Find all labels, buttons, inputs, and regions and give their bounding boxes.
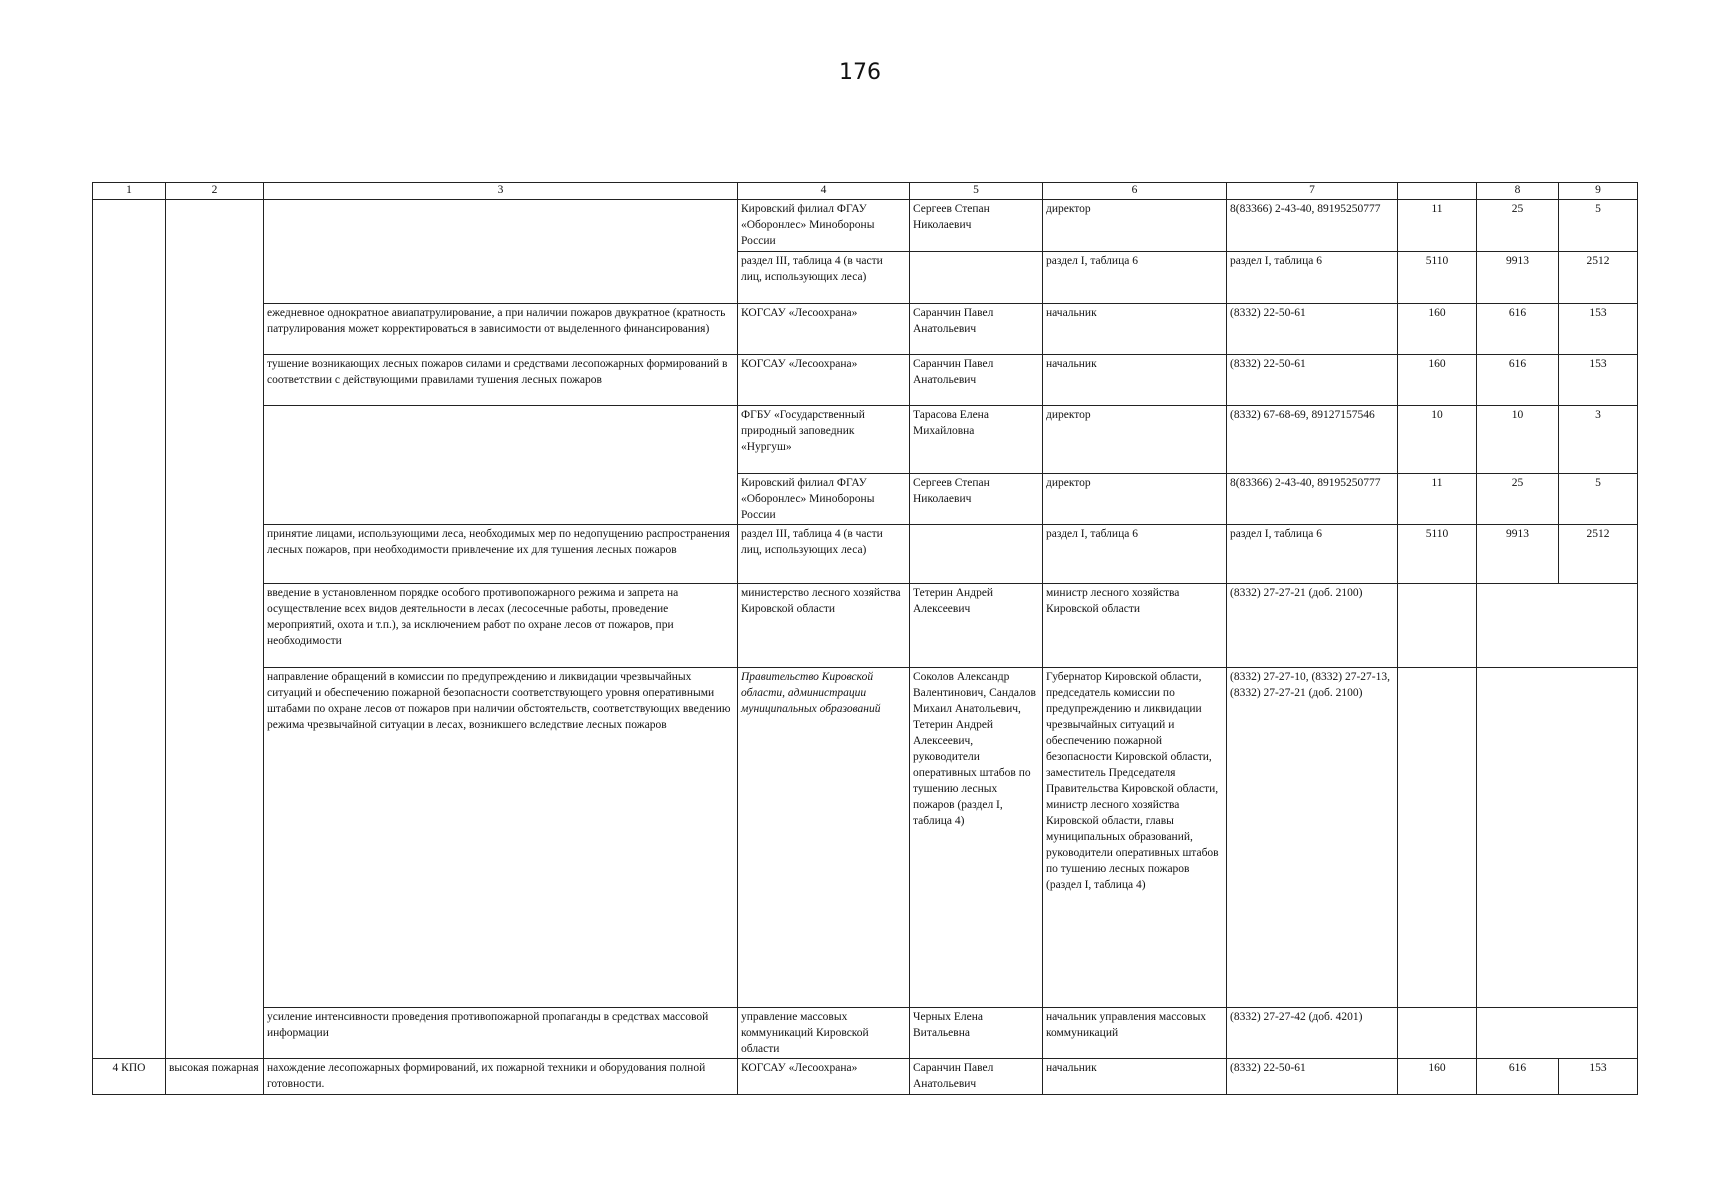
phone-cell: 8(83366) 2-43-40, 89195250777 [1227,474,1398,525]
phone-cell: (8332) 67-68-69, 89127157546 [1227,406,1398,474]
responsible-person-cell: Саранчин Павел Анатольевич [910,355,1043,406]
count-cell-a [1398,668,1477,1008]
position-cell: начальник управления массовых коммуникаций [1043,1008,1227,1059]
count-cell-b: 25 [1477,200,1559,252]
count-cell-b: 10 [1477,406,1559,474]
count-cell-a [1398,584,1477,668]
position-cell: начальник [1043,1059,1227,1095]
count-cell-c: 153 [1559,304,1638,355]
executor-cell: управление массовых коммуникаций Кировской области [738,1008,910,1059]
table-row [93,525,1638,584]
executor-cell: Кировский филиал ФГАУ «Оборонлес» Минобороны России [738,474,910,525]
col-header-2: 2 [166,183,264,200]
responsible-person-cell: Черных Елена Витальевна [910,1008,1043,1059]
col-header-3: 3 [264,183,738,200]
count-cell-a: 5110 [1398,252,1477,304]
col-header-9: 9 [1559,183,1638,200]
phone-cell: раздел I, таблица 6 [1227,525,1398,584]
count-cell-merged [1477,1008,1638,1059]
table-row [93,406,1638,474]
executor-cell: ФГБУ «Государственный природный заповедник «Нургуш» [738,406,910,474]
phone-cell: (8332) 22-50-61 [1227,304,1398,355]
count-cell-a: 5110 [1398,525,1477,584]
col-header-7: 7 [1227,183,1398,200]
count-cell-b: 9913 [1477,525,1559,584]
page-number: 176 [839,60,881,85]
executor-cell: КОГСАУ «Лесоохрана» [738,304,910,355]
count-cell-a [1398,1008,1477,1059]
measure-cell: принятие лицами, использующими леса, необходимых мер по недопущению распространения лесных пожаров, при необходимости привлечение их для тушения лесных пожаров [264,525,738,584]
responsible-person-cell: Сергеев Степан Николаевич [910,200,1043,252]
count-cell-a: 10 [1398,406,1477,474]
responsible-person-cell: Саранчин Павел Анатольевич [910,1059,1043,1095]
count-cell-c: 153 [1559,1059,1638,1095]
col-header-6: 6 [1043,183,1227,200]
measure-cell: усиление интенсивности проведения противопожарной пропаганды в средствах массовой информации [264,1008,738,1059]
count-cell-c: 5 [1559,474,1638,525]
executor-cell: раздел III, таблица 4 (в части лиц, использующих леса) [738,525,910,584]
responsible-person-cell: Саранчин Павел Анатольевич [910,304,1043,355]
count-cell-b: 9913 [1477,252,1559,304]
phone-cell: 8(83366) 2-43-40, 89195250777 [1227,200,1398,252]
col-header-4: 4 [738,183,910,200]
header-row [93,183,1638,200]
executor-cell: министерство лесного хозяйства Кировской области [738,584,910,668]
phone-cell: (8332) 22-50-61 [1227,1059,1398,1095]
hazard-level-cell [166,200,264,1059]
count-cell-c: 2512 [1559,252,1638,304]
table-row [93,584,1638,668]
responsible-person-cell: Тетерин Андрей Алексеевич [910,584,1043,668]
measure-cell: тушение возникающих лесных пожаров силами и средствами лесопожарных формирований в соответствии с действующими правилами тушения лесных пожаров [264,355,738,406]
position-cell: директор [1043,200,1227,252]
count-cell-b: 616 [1477,304,1559,355]
table-row [93,355,1638,406]
count-cell-a: 160 [1398,1059,1477,1095]
position-cell: директор [1043,474,1227,525]
executor-cell: раздел III, таблица 4 (в части лиц, использующих леса) [738,252,910,304]
measure-cell: направление обращений в комиссии по предупреждению и ликвидации чрезвычайных ситуаций и обеспечению пожарной безопасности соответствующего уровня оперативными штабами по охране лесов от пожаров при наличии обстоятельств, соответствующих введению режима чрезвычайной ситуации в лесах, возникшего вследствие лесных пожаров [264,668,738,1008]
col-header-blank [1398,183,1477,200]
measure-cell [264,406,738,525]
zone-class-cell: 4 КПО [93,1059,166,1095]
position-cell: раздел I, таблица 6 [1043,525,1227,584]
measures-table [92,182,1638,1095]
count-cell-c: 153 [1559,355,1638,406]
position-cell: начальник [1043,355,1227,406]
table-row [93,304,1638,355]
count-cell-a: 160 [1398,355,1477,406]
responsible-person-cell [910,252,1043,304]
table-row [93,1008,1638,1059]
count-cell-b: 25 [1477,474,1559,525]
count-cell-merged [1477,668,1638,1008]
table-row [93,1059,1638,1095]
responsible-person-cell: Сергеев Степан Николаевич [910,474,1043,525]
count-cell-merged [1477,584,1638,668]
count-cell-a: 160 [1398,304,1477,355]
count-cell-b: 616 [1477,1059,1559,1095]
position-cell: раздел I, таблица 6 [1043,252,1227,304]
count-cell-c: 2512 [1559,525,1638,584]
phone-cell: (8332) 27-27-10, (8332) 27-27-13, (8332) 27-27-21 (доб. 2100) [1227,668,1398,1008]
executor-cell: КОГСАУ «Лесоохрана» [738,1059,910,1095]
position-cell: Губернатор Кировской области, председатель комиссии по предупреждению и ликвидации чрезвычайных ситуаций и обеспечению пожарной безопасности Кировской области, заместитель Председателя Правительства Кировской области, министр лесного хозяйства Кировской области, главы муниципальных образований, руководители оперативных штабов по тушению лесных пожаров (раздел I, таблица 4) [1043,668,1227,1008]
responsible-person-cell: Соколов Александр Валентинович, Сандалов Михаил Анатольевич, Тетерин Андрей Алексеевич, руководители оперативных штабов по тушению лесных пожаров (раздел I, таблица 4) [910,668,1043,1008]
table-row [93,668,1638,1008]
position-cell: директор [1043,406,1227,474]
responsible-person-cell [910,525,1043,584]
zone-class-cell [93,200,166,1059]
position-cell: начальник [1043,304,1227,355]
measure-cell: введение в установленном порядке особого противопожарного режима и запрета на осуществление всех видов деятельности в лесах (лесосечные работы, проведение мероприятий, охота и т.п.), за исключением работ по охране лесов от пожаров, при необходимости [264,584,738,668]
measure-cell [264,200,738,304]
phone-cell: (8332) 27-27-21 (доб. 2100) [1227,584,1398,668]
count-cell-a: 11 [1398,474,1477,525]
table-row [93,200,1638,252]
count-cell-b: 616 [1477,355,1559,406]
col-header-5: 5 [910,183,1043,200]
executor-cell: КОГСАУ «Лесоохрана» [738,355,910,406]
phone-cell: (8332) 22-50-61 [1227,355,1398,406]
count-cell-c: 5 [1559,200,1638,252]
phone-cell: раздел I, таблица 6 [1227,252,1398,304]
measure-cell: ежедневное однократное авиапатрулирование, а при наличии пожаров двукратное (кратность патрулирования может корректироваться в зависимости от выделенного финансирования) [264,304,738,355]
col-header-1: 1 [93,183,166,200]
count-cell-a: 11 [1398,200,1477,252]
count-cell-c: 3 [1559,406,1638,474]
phone-cell: (8332) 27-27-42 (доб. 4201) [1227,1008,1398,1059]
responsible-person-cell: Тарасова Елена Михайловна [910,406,1043,474]
executor-cell: Правительство Кировской области, администрации муниципальных образований [738,668,910,1008]
hazard-level-cell: высокая пожарная [166,1059,264,1095]
executor-cell: Кировский филиал ФГАУ «Оборонлес» Минобороны России [738,200,910,252]
measure-cell: нахождение лесопожарных формирований, их пожарной техники и оборудования полной готовности. [264,1059,738,1095]
col-header-8: 8 [1477,183,1559,200]
position-cell: министр лесного хозяйства Кировской области [1043,584,1227,668]
